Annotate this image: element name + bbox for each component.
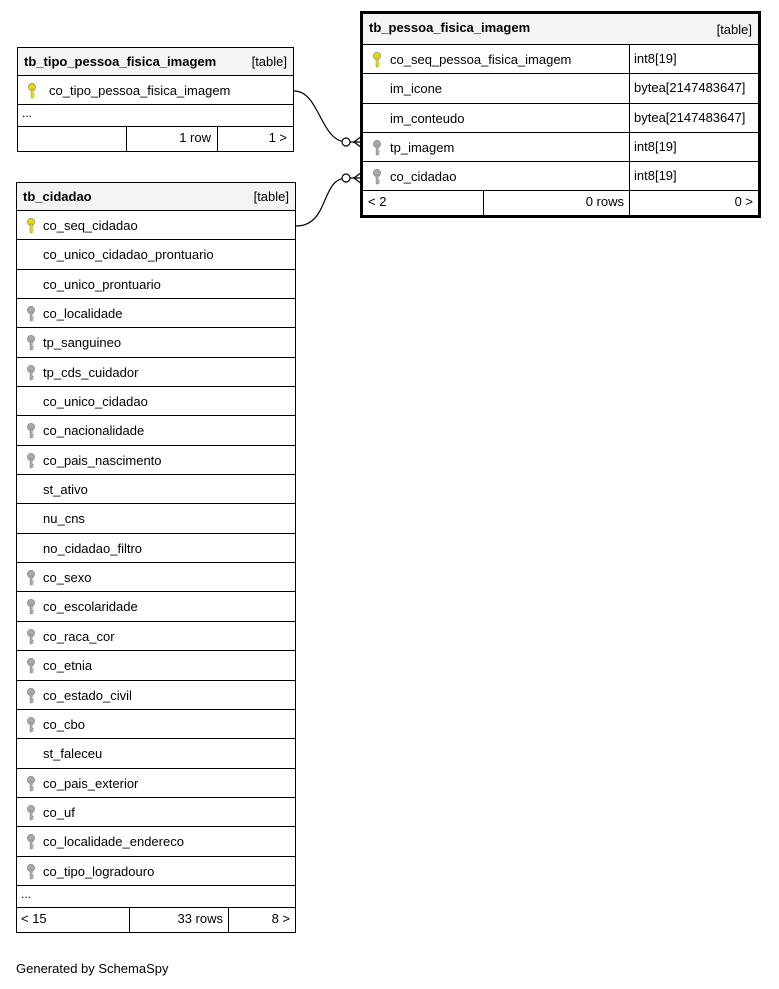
column-name[interactable]: co_nacionalidade — [43, 423, 145, 439]
column-name[interactable]: co_unico_cidadao_prontuario — [43, 247, 214, 263]
foreign-key-icon — [26, 717, 36, 733]
generated-by-footer: Generated by SchemaSpy — [16, 961, 169, 976]
column-name[interactable]: im_icone — [390, 81, 443, 97]
column-name[interactable]: co_sexo — [43, 570, 92, 586]
table-header — [17, 183, 295, 211]
column-row[interactable] — [17, 681, 295, 710]
column-row[interactable] — [17, 240, 295, 269]
column-name[interactable]: co_tipo_pessoa_fisica_imagem — [49, 83, 231, 98]
table-kind: [table] — [251, 54, 287, 69]
column-name[interactable]: co_cidadao — [390, 169, 457, 185]
column-name[interactable]: st_ativo — [43, 482, 88, 498]
table-name[interactable]: tb_pessoa_fisica_imagem — [369, 20, 531, 35]
column-name[interactable]: co_etnia — [43, 658, 93, 674]
relationship-tipo-optional-marker — [342, 138, 350, 146]
column-name[interactable]: co_unico_cidadao — [43, 394, 148, 410]
column-name[interactable]: co_escolaridade — [43, 599, 138, 615]
footer-row-count: 0 rows — [483, 191, 629, 215]
column-row[interactable] — [17, 710, 295, 739]
foreign-key-icon — [26, 834, 36, 850]
footer-parents: < 15 — [21, 910, 47, 926]
foreign-key-icon — [372, 169, 382, 185]
more-columns-ellipsis: ... — [18, 105, 293, 127]
column-row[interactable] — [17, 739, 295, 768]
column-name[interactable]: tp_cds_cuidador — [43, 364, 139, 380]
relationship-cidadao-to-pessoa — [296, 178, 362, 226]
column-row[interactable] — [17, 416, 295, 445]
foreign-key-icon — [26, 599, 36, 615]
column-name[interactable]: co_tipo_logradouro — [43, 863, 155, 879]
table-tb-pessoa-fisica-imagem[interactable] — [360, 11, 761, 218]
column-row[interactable] — [17, 211, 295, 240]
column-list — [18, 76, 293, 105]
table-header — [363, 14, 758, 45]
column-list — [17, 211, 295, 886]
footer-children: 8 > — [228, 908, 295, 932]
column-row[interactable] — [18, 76, 293, 105]
footer-parents: < 2 — [368, 194, 387, 210]
footer-children: 1 > — [217, 127, 293, 151]
table-kind: [table] — [716, 22, 752, 37]
table-kind: [table] — [253, 189, 289, 204]
column-row[interactable] — [17, 358, 295, 387]
column-name[interactable]: co_uf — [43, 804, 75, 820]
column-name[interactable]: im_conteudo — [390, 110, 465, 126]
column-row[interactable] — [363, 133, 758, 162]
primary-key-icon — [372, 52, 382, 68]
table-name[interactable]: tb_cidadao — [23, 189, 92, 204]
column-name[interactable]: st_faleceu — [43, 746, 103, 762]
more-columns-ellipsis: ... — [17, 886, 295, 908]
foreign-key-icon — [26, 776, 36, 792]
foreign-key-icon — [26, 570, 36, 586]
table-footer — [18, 127, 293, 151]
column-row[interactable] — [17, 798, 295, 827]
column-name[interactable]: co_pais_nascimento — [43, 452, 162, 468]
column-row[interactable] — [17, 534, 295, 563]
foreign-key-icon — [26, 658, 36, 674]
table-footer — [17, 908, 295, 932]
relationship-cidadao-optional-marker — [342, 174, 350, 182]
column-name[interactable]: co_cbo — [43, 716, 85, 732]
column-row[interactable] — [363, 162, 758, 191]
column-name[interactable]: co_raca_cor — [43, 628, 115, 644]
column-name[interactable]: nu_cns — [43, 511, 85, 527]
table-tb-cidadao[interactable] — [16, 182, 296, 933]
foreign-key-icon — [26, 306, 36, 322]
column-row[interactable] — [17, 592, 295, 621]
footer-row-count: 1 row — [126, 127, 217, 151]
footer-parents — [18, 127, 126, 151]
column-type: int8[19] — [629, 45, 677, 73]
column-list — [363, 45, 758, 191]
column-row[interactable] — [363, 74, 758, 103]
foreign-key-icon — [26, 805, 36, 821]
foreign-key-icon — [26, 453, 36, 469]
column-name[interactable]: tp_imagem — [390, 139, 455, 155]
foreign-key-icon — [26, 423, 36, 439]
column-name[interactable]: co_pais_exterior — [43, 775, 139, 791]
foreign-key-icon — [26, 335, 36, 351]
column-name[interactable]: co_localidade — [43, 306, 123, 322]
column-name[interactable]: co_localidade_endereco — [43, 834, 184, 850]
table-header — [18, 48, 293, 76]
column-row[interactable] — [17, 622, 295, 651]
column-row[interactable] — [17, 270, 295, 299]
foreign-key-icon — [26, 629, 36, 645]
column-type: bytea[2147483647] — [629, 74, 745, 102]
column-name[interactable]: co_unico_prontuario — [43, 276, 161, 292]
table-footer — [363, 191, 758, 215]
column-row[interactable] — [17, 769, 295, 798]
primary-key-icon — [26, 218, 36, 234]
footer-row-count: 33 rows — [129, 908, 228, 932]
column-row[interactable] — [17, 475, 295, 504]
column-row[interactable] — [363, 45, 758, 74]
foreign-key-icon — [26, 365, 36, 381]
foreign-key-icon — [372, 140, 382, 156]
foreign-key-icon — [26, 864, 36, 880]
footer-children: 0 > — [629, 191, 758, 215]
column-row[interactable] — [17, 446, 295, 475]
column-type: int8[19] — [629, 162, 677, 190]
table-tb-tipo-pessoa-fisica-imagem[interactable] — [17, 47, 294, 152]
column-row[interactable] — [17, 299, 295, 328]
table-name[interactable]: tb_tipo_pessoa_fisica_imagem — [24, 54, 217, 69]
foreign-key-icon — [26, 688, 36, 704]
column-row[interactable] — [17, 827, 295, 856]
relationship-tipo-to-pessoa — [294, 91, 362, 142]
column-row[interactable] — [17, 651, 295, 680]
column-name[interactable]: co_seq_pessoa_fisica_imagem — [390, 52, 572, 67]
column-row[interactable] — [17, 328, 295, 357]
column-row[interactable] — [17, 563, 295, 592]
column-name[interactable]: co_seq_cidadao — [43, 218, 138, 233]
column-type: bytea[2147483647] — [629, 104, 745, 132]
primary-key-icon — [27, 83, 37, 99]
column-row[interactable] — [363, 104, 758, 133]
column-row[interactable] — [17, 504, 295, 533]
column-row[interactable] — [17, 387, 295, 416]
column-name[interactable]: co_estado_civil — [43, 687, 132, 703]
column-name[interactable]: no_cidadao_filtro — [43, 540, 143, 556]
column-row[interactable] — [17, 857, 295, 886]
column-type: int8[19] — [629, 133, 677, 161]
column-name[interactable]: tp_sanguineo — [43, 335, 122, 351]
